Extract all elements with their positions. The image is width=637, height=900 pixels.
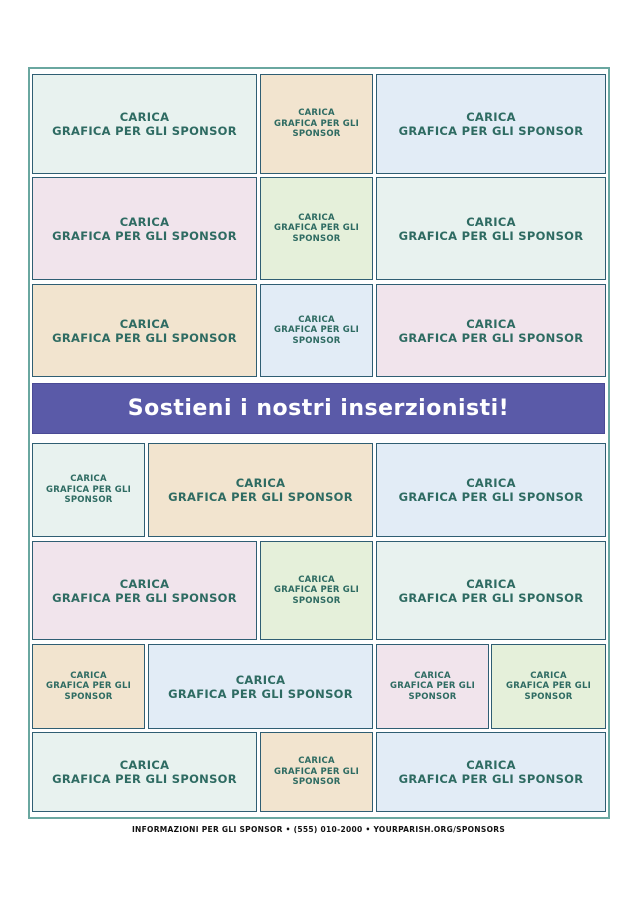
sponsor-slot[interactable] xyxy=(32,732,257,812)
sponsor-slot[interactable] xyxy=(148,443,373,537)
support-advertisers-banner: Sostieni i nostri inserzionisti! xyxy=(32,383,605,434)
sponsor-slot[interactable] xyxy=(32,284,257,377)
sponsor-slot[interactable] xyxy=(376,644,489,729)
slot-label-line1: CARICA xyxy=(119,576,170,591)
slot-label-line1: CARICA xyxy=(298,314,335,325)
slot-label-line2: GRAFICA PER GLI SPONSOR xyxy=(398,124,584,138)
slot-label-line2: GRAFICA PER GLI SPONSOR xyxy=(398,490,584,504)
slot-label-line1: CARICA xyxy=(119,316,170,331)
sponsor-slot[interactable] xyxy=(376,74,606,174)
slot-label-line2: GRAFICA PER GLI SPONSOR xyxy=(398,772,584,786)
slot-label-line2: GRAFICA PER GLI SPONSOR xyxy=(274,766,359,788)
slot-label-line1: CARICA xyxy=(298,212,335,223)
slot-label-line1: CARICA xyxy=(298,574,335,585)
slot-label-line2: GRAFICA PER GLI SPONSOR xyxy=(52,330,237,345)
sponsor-slot[interactable] xyxy=(32,644,145,729)
sponsor-slot[interactable] xyxy=(260,177,373,280)
slot-label-line1: CARICA xyxy=(119,214,170,229)
slot-label-line1: CARICA xyxy=(466,576,516,591)
slot-label-line2: GRAFICA PER GLI SPONSOR xyxy=(168,490,353,504)
slot-label-line2: GRAFICA PER GLI SPONSOR xyxy=(398,228,584,243)
slot-label-line2: GRAFICA PER GLI SPONSOR xyxy=(274,585,359,606)
slot-label-line2: GRAFICA PER GLI SPONSOR xyxy=(506,681,591,702)
slot-label-line1: CARICA xyxy=(70,670,107,681)
slot-label-line1: CARICA xyxy=(466,758,516,772)
sponsor-slot[interactable] xyxy=(32,541,257,640)
slot-label-line1: CARICA xyxy=(235,476,286,490)
sponsor-slot[interactable] xyxy=(32,74,257,174)
slot-label-line2: GRAFICA PER GLI SPONSOR xyxy=(52,772,237,786)
sponsor-slot[interactable] xyxy=(32,177,257,280)
slot-label-line1: CARICA xyxy=(298,756,335,767)
slot-label-line2: GRAFICA PER GLI SPONSOR xyxy=(52,228,237,243)
sponsor-slot[interactable] xyxy=(491,644,606,729)
slot-label-line1: CARICA xyxy=(119,758,170,772)
sponsor-slot[interactable] xyxy=(376,284,606,377)
slot-label-line1: CARICA xyxy=(466,476,516,490)
slot-label-line1: CARICA xyxy=(119,110,170,124)
slot-label-line1: CARICA xyxy=(466,110,516,124)
slot-label-line2: GRAFICA PER GLI SPONSOR xyxy=(398,590,584,605)
slot-label-line2: GRAFICA PER GLI SPONSOR xyxy=(46,681,131,702)
slot-label-line1: CARICA xyxy=(298,108,335,119)
sponsor-slot[interactable] xyxy=(260,74,373,174)
sponsor-slot[interactable] xyxy=(260,732,373,812)
slot-label-line2: GRAFICA PER GLI SPONSOR xyxy=(46,484,131,506)
slot-label-line2: GRAFICA PER GLI SPONSOR xyxy=(274,118,359,140)
sponsor-slot[interactable] xyxy=(148,644,373,729)
slot-label-line1: CARICA xyxy=(530,670,567,681)
sponsor-slot[interactable] xyxy=(376,177,606,280)
slot-label-line2: GRAFICA PER GLI SPONSOR xyxy=(398,330,584,345)
sponsor-slot[interactable] xyxy=(260,541,373,640)
sponsor-slot[interactable] xyxy=(376,541,606,640)
sponsor-slot[interactable] xyxy=(376,732,606,812)
slot-label-line1: CARICA xyxy=(235,672,286,687)
slot-label-line2: GRAFICA PER GLI SPONSOR xyxy=(168,686,353,701)
slot-label-line2: GRAFICA PER GLI SPONSOR xyxy=(52,124,237,138)
sponsor-slot[interactable] xyxy=(260,284,373,377)
slot-label-line1: CARICA xyxy=(466,214,516,229)
sponsor-info-footer: INFORMAZIONI PER GLI SPONSOR • (555) 010-2000 • YOURPARISH.ORG/SPONSORS xyxy=(131,825,506,834)
slot-label-line2: GRAFICA PER GLI SPONSOR xyxy=(274,325,359,346)
slot-label-line2: GRAFICA PER GLI SPONSOR xyxy=(274,223,359,244)
sponsor-slot[interactable] xyxy=(32,443,145,537)
slot-label-line1: CARICA xyxy=(70,474,107,485)
slot-label-line1: CARICA xyxy=(466,316,516,331)
slot-label-line2: GRAFICA PER GLI SPONSOR xyxy=(52,590,237,605)
slot-label-line2: GRAFICA PER GLI SPONSOR xyxy=(390,681,475,702)
slot-label-line1: CARICA xyxy=(414,670,451,681)
sponsor-slot[interactable] xyxy=(376,443,606,537)
